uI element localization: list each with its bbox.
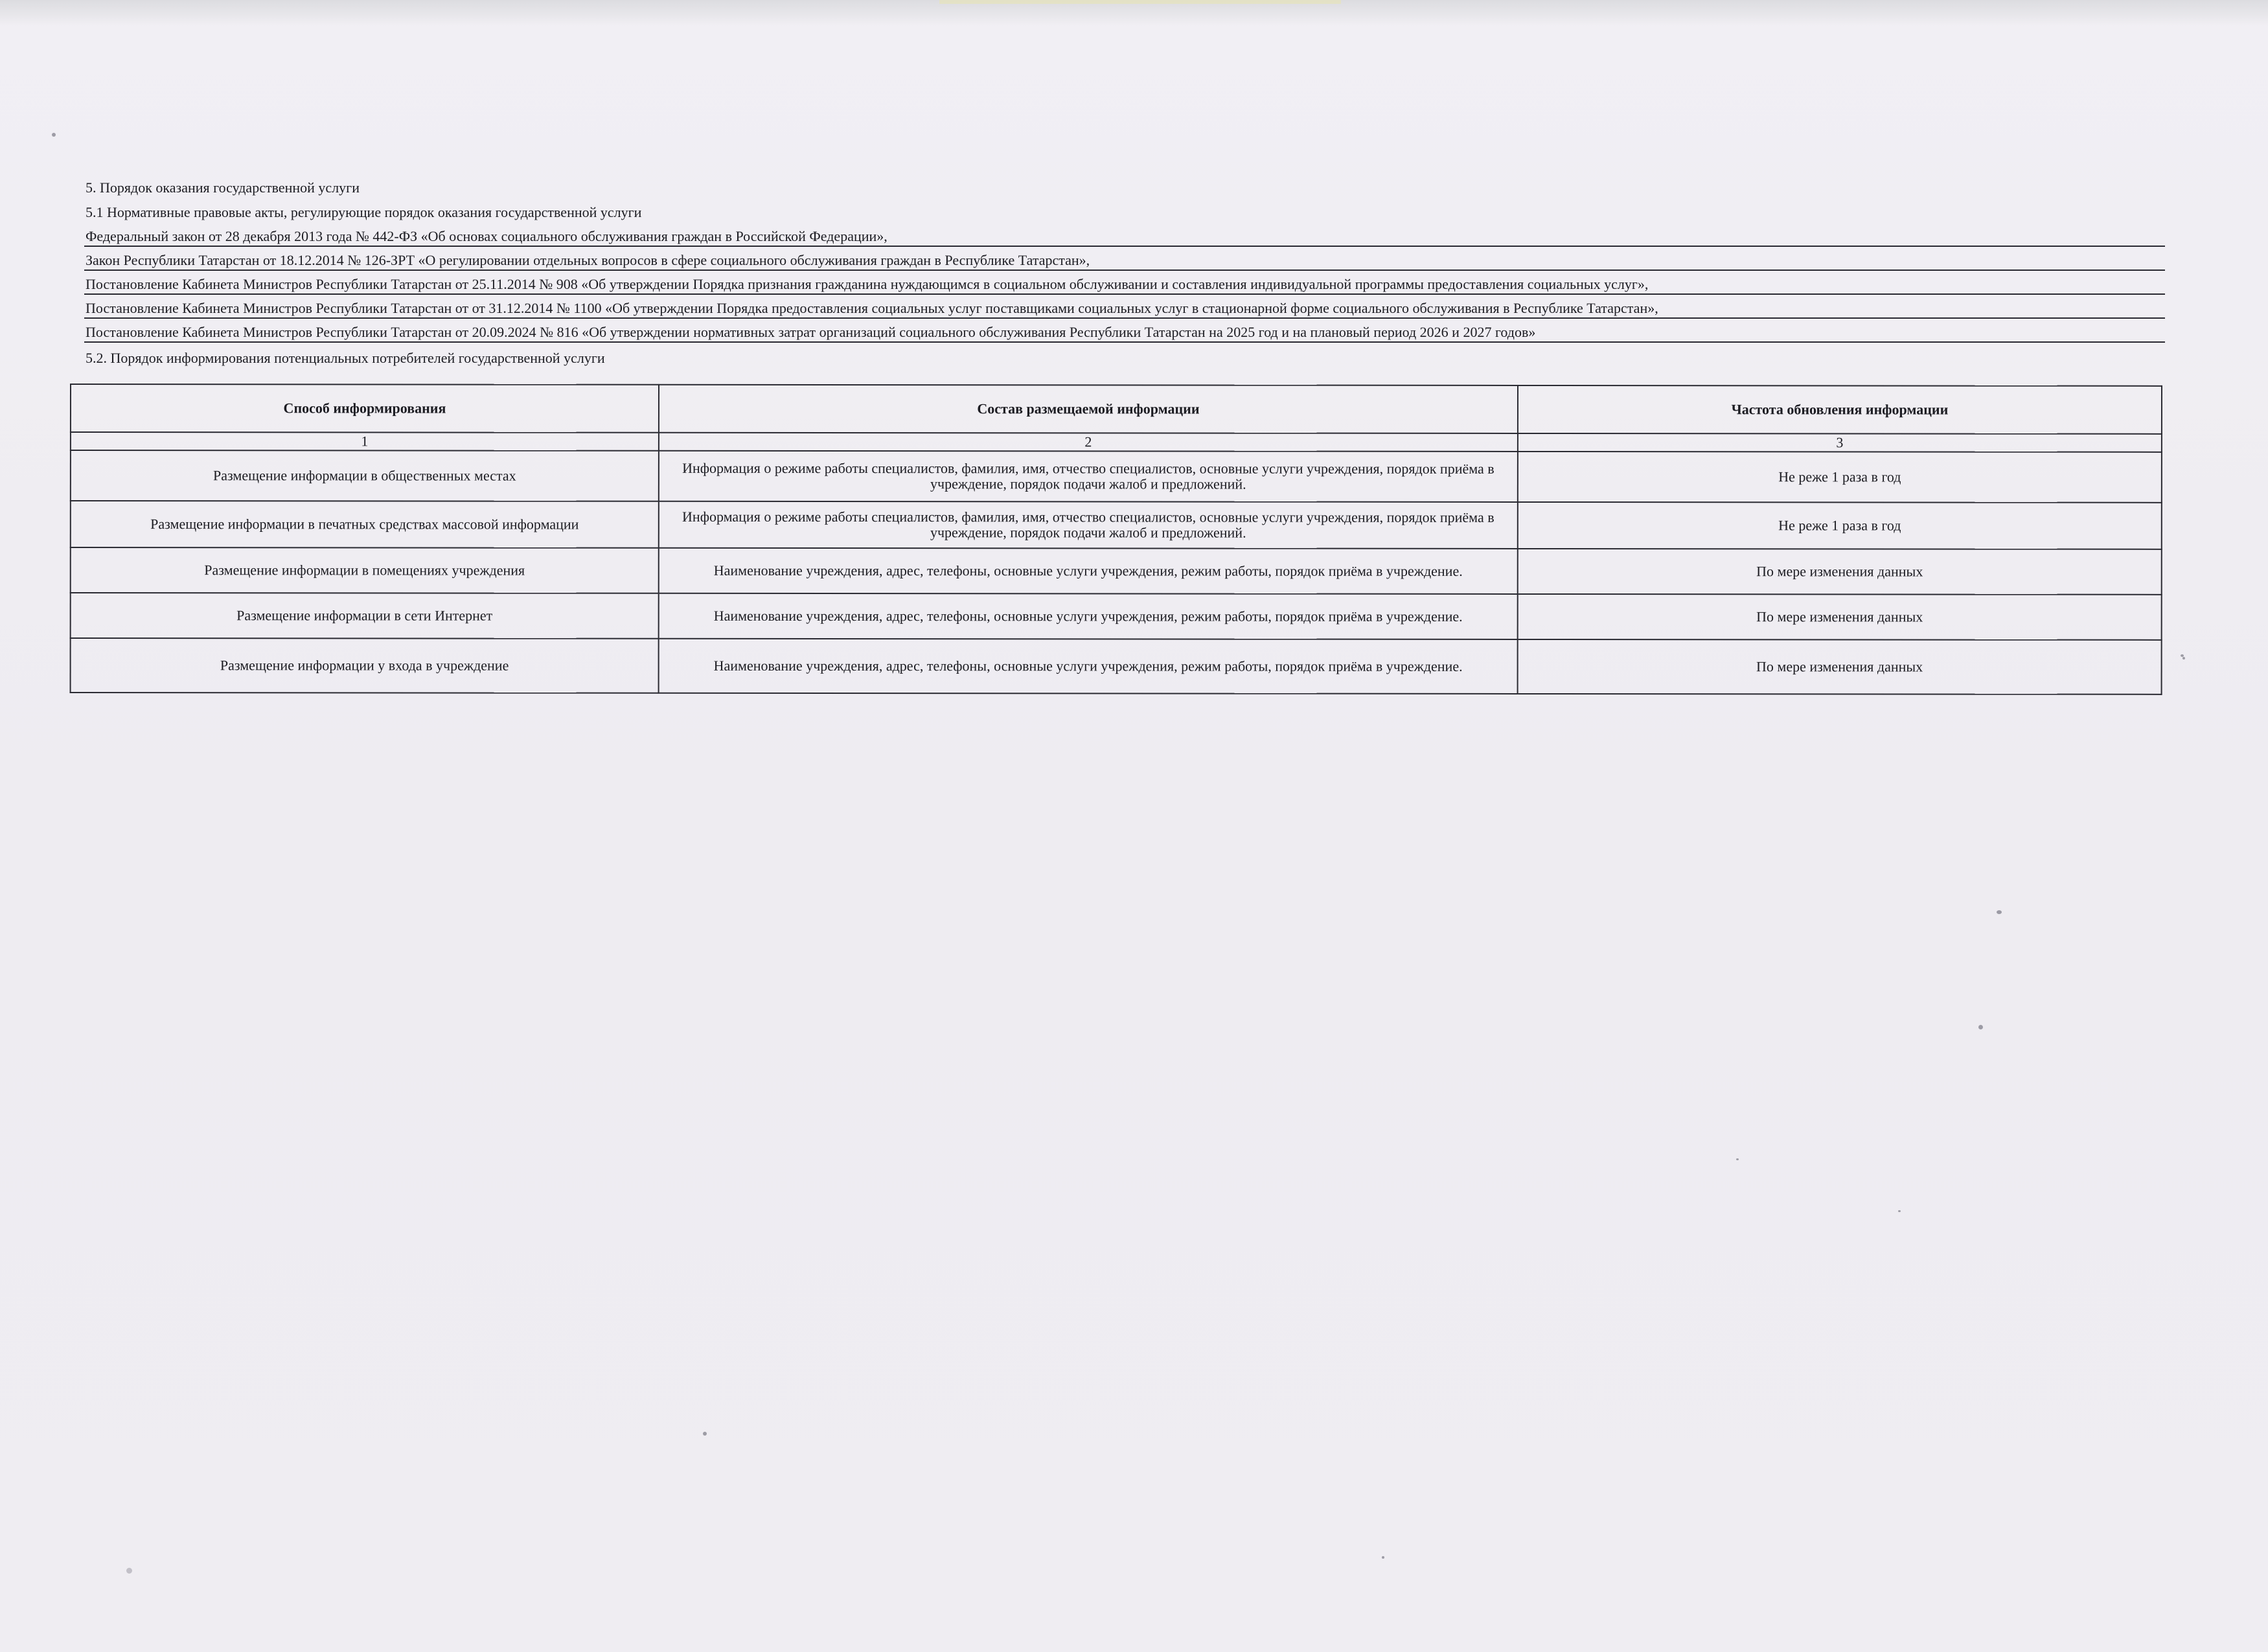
scan-top-edge: [0, 0, 2268, 26]
column-header: Состав размещаемой информации: [659, 385, 1518, 433]
scan-speck: [126, 1568, 132, 1574]
column-number: 3: [1518, 433, 2162, 452]
frequency-cell: По мере изменения данных: [1518, 594, 2162, 640]
content-cell: Информация о режиме работы специалистов, фамилия, имя, отчество специалистов, основные услуги учреждения, порядок приёма в учреждение, порядок подачи жалоб и предложений.: [659, 451, 1518, 502]
scan-speck: [52, 133, 56, 137]
informing-table: [70, 384, 2162, 695]
legal-act-row: [84, 317, 2165, 343]
content-cell: Информация о режиме работы специалистов, фамилия, имя, отчество специалистов, основные услуги учреждения, порядок приёма в учреждение, порядок подачи жалоб и предложений.: [659, 501, 1518, 549]
legal-act-row: [84, 246, 2165, 271]
frequency-cell: По мере изменения данных: [1518, 549, 2162, 595]
method-cell: Размещение информации в общественных местах: [71, 450, 659, 501]
scan-edge-mark: [939, 0, 1341, 4]
content-cell: Наименование учреждения, адрес, телефоны, основные услуги учреждения, режим работы, порядок приёма в учреждение.: [659, 639, 1518, 694]
table-row: [71, 501, 2162, 549]
legal-act-text: Закон Республики Татарстан от 18.12.2014 № 126-ЗРТ «О регулировании отдельных вопросов в сфере социального обслуживания граждан в Республике Татарстан»,: [86, 252, 1090, 268]
table-row: [71, 593, 2162, 640]
scan-speck: [1978, 1025, 1983, 1029]
legal-act-text: Постановление Кабинета Министров Республики Татарстан от 20.09.2024 № 816 «Об утверждении нормативных затрат организаций социального обслуживания Республики Татарстан на 2025 год и на плановый период 2026 и 2027 годов»: [86, 324, 1536, 340]
legal-act-text: Федеральный закон от 28 декабря 2013 года № 442-ФЗ «Об основах социального обслуживания граждан в Российской Федерации»,: [86, 228, 888, 244]
content-cell: Наименование учреждения, адрес, телефоны, основные услуги учреждения, режим работы, порядок приёма в учреждение.: [659, 548, 1518, 594]
legal-acts-heading: 5.1 Нормативные правовые акты, регулирующие порядок оказания государственной услуги: [86, 204, 642, 220]
method-cell: Размещение информации у входа в учреждение: [71, 638, 659, 693]
column-number-row: [71, 432, 2162, 452]
legal-act-row: [84, 222, 2165, 247]
scan-speck: [2182, 657, 2185, 660]
section-heading: 5. Порядок оказания государственной услуги: [86, 179, 360, 196]
table-row: [71, 450, 2162, 503]
table-header-row: [71, 384, 2162, 434]
scan-speck: [1898, 1210, 1901, 1212]
frequency-cell: Не реже 1 раза в год: [1518, 452, 2162, 503]
frequency-cell: По мере изменения данных: [1518, 639, 2162, 694]
column-header: Частота обновления информации: [1518, 385, 2162, 434]
column-header: Способ информирования: [71, 384, 659, 433]
legal-act-text: Постановление Кабинета Министров Республики Татарстан от от 31.12.2014 № 1100 «Об утверждении Порядка предоставления социальных услуг поставщиками социальных услуг в стационарной форме социального обслуживания в Республике Татарстан»,: [86, 300, 1658, 316]
scan-speck: [1997, 910, 2002, 914]
legal-act-row: [84, 270, 2165, 295]
scan-speck: [1382, 1556, 1384, 1559]
column-number: 2: [659, 433, 1518, 452]
legal-act-text: Постановление Кабинета Министров Республики Татарстан от 25.11.2014 № 908 «Об утверждении Порядка признания гражданина нуждающимся в социальном обслуживании и составления индивидуальной программы предоставления социальных услуг»,: [86, 276, 1649, 292]
content-cell: Наименование учреждения, адрес, телефоны, основные услуги учреждения, режим работы, порядок приёма в учреждение.: [659, 593, 1518, 639]
frequency-cell: Не реже 1 раза в год: [1518, 502, 2162, 549]
informing-heading: 5.2. Порядок информирования потенциальных потребителей государственной услуги: [86, 350, 605, 366]
table-row: [71, 547, 2162, 595]
scan-speck: [703, 1432, 707, 1436]
table-row: [71, 638, 2162, 694]
method-cell: Размещение информации в печатных средствах массовой информации: [71, 501, 659, 548]
legal-act-row: [84, 293, 2165, 319]
method-cell: Размещение информации в помещениях учреждения: [71, 547, 659, 593]
column-number: 1: [71, 432, 659, 451]
method-cell: Размещение информации в сети Интернет: [71, 593, 659, 639]
scan-speck: [1736, 1158, 1739, 1160]
